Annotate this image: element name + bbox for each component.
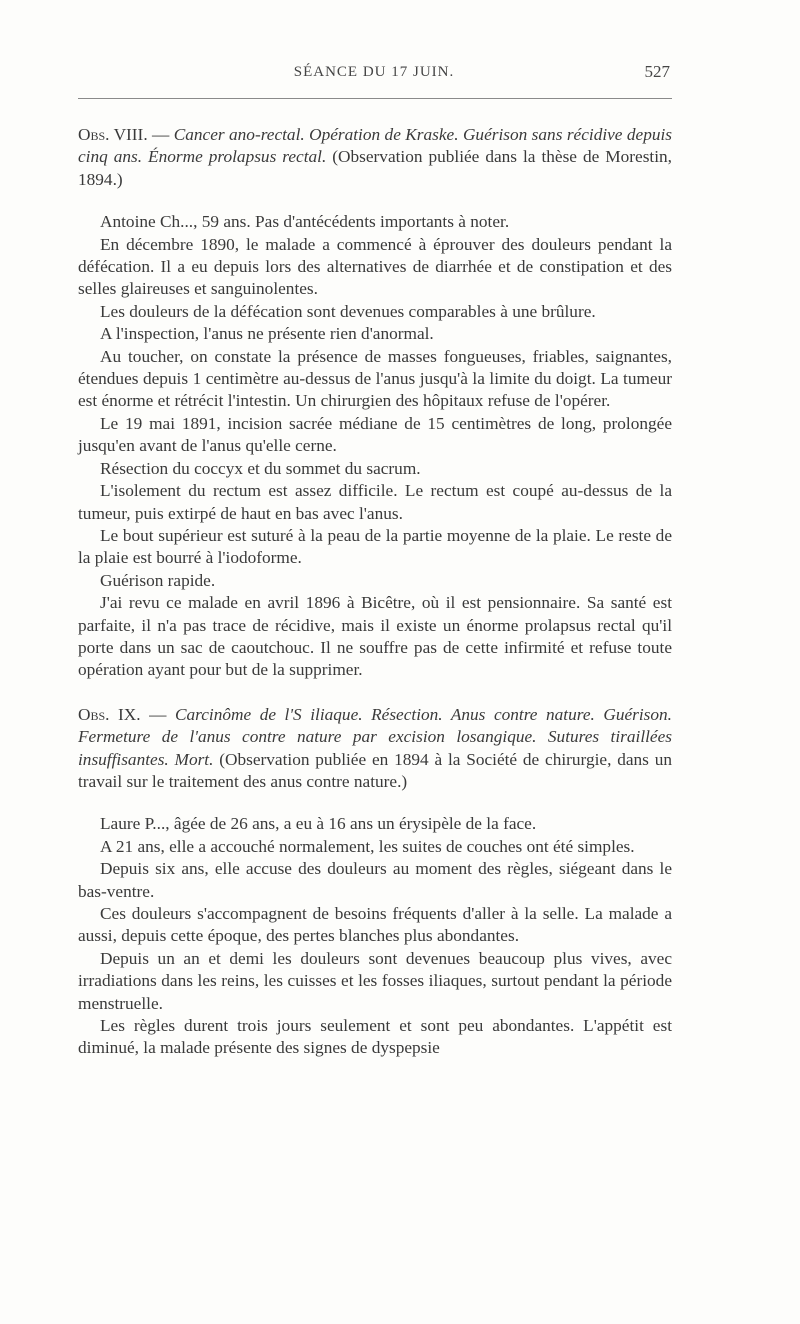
paragraph: Résection du coccyx et du sommet du sacrum.	[100, 458, 421, 478]
paragraph: En décembre 1890, le malade a commencé à éprouver des douleurs pendant la défécation. Il a eu depuis lors des alternatives de diarrhée et de constipation et des selles glaireuses et sanguinolentes.	[78, 234, 672, 299]
paragraph: Depuis un an et demi les douleurs sont devenues beaucoup plus vives, avec irradiations dans les reins, les cuisses et les fosses iliaques, surtout pendant la période menstruelle.	[78, 948, 672, 1013]
paragraph: Les règles durent trois jours seulement et sont peu abondantes. L'appétit est diminué, la malade présente des signes de dyspepsie	[78, 1016, 672, 1058]
running-title: SÉANCE DU 17 JUIN.	[293, 64, 455, 80]
observation-label: Obs. VIII.	[78, 125, 148, 144]
page-number: 527	[644, 62, 670, 81]
paragraph: L'isolement du rectum est assez difficile. Le rectum est coupé au-dessus de la tumeur, puis extirpé de haut en bas avec l'anus.	[78, 481, 672, 523]
paragraph: Ces douleurs s'accompagnent de besoins fréquents d'aller à la selle. La malade a aussi, depuis cette époque, des pertes blanches plus abondantes.	[78, 904, 672, 946]
paragraph: Le 19 mai 1891, incision sacrée médiane de 15 centimètres de long, prolongée jusqu'en avant de l'anus qu'elle cerne.	[78, 413, 672, 456]
observation-title: Carcinôme de l'S iliaque. Résection. Anus contre nature. Guérison. Fermeture de l'anus contre nature par excision losangique. Sutures tiraillées insuffisantes. Mort.	[78, 704, 673, 769]
paragraph: Au toucher, on constate la présence de masses fongueuses, friables, saignantes, étendues depuis 1 centimètre au-dessus de l'anus jusqu'à la limite du doigt. La tumeur est énorme et rétrécit l'intestin. Un chirurgien des hôpitaux refuse de l'opérer.	[78, 346, 672, 411]
observation-8-heading	[78, 124, 672, 191]
paragraph: A 21 ans, elle a accouché normalement, les suites de couches ont été simples.	[100, 836, 635, 856]
body-text	[78, 124, 672, 1060]
paragraph: Le bout supérieur est suturé à la peau de la partie moyenne de la plaie. Le reste de la plaie est bourré à l'iodoforme.	[78, 525, 672, 568]
paragraph: Les douleurs de la défécation sont devenues comparables à une brûlure.	[100, 301, 596, 321]
running-header	[78, 62, 670, 88]
paragraph: Depuis six ans, elle accuse des douleurs au moment des règles, siégeant dans le bas-ventre.	[78, 859, 672, 901]
observation-note: (Observation publiée dans la thèse de Morestin, 1894.)	[78, 147, 672, 189]
observation-dash: —	[147, 125, 174, 144]
observation-label: Obs. IX.	[78, 704, 141, 724]
observation-note: (Observation publiée en 1894 à la Société de chirurgie, dans un travail sur le traitement des anus contre nature.)	[78, 749, 672, 791]
observation-9-heading	[78, 704, 672, 794]
paragraph: Antoine Ch..., 59 ans. Pas d'antécédents importants à noter.	[100, 212, 510, 232]
paragraph: A l'inspection, l'anus ne présente rien d'anormal.	[100, 324, 434, 344]
observation-dash: —	[140, 704, 175, 724]
paragraph: Guérison rapide.	[100, 570, 216, 590]
observation-title: Cancer ano-rectal. Opération de Kraske. Guérison sans récidive depuis cinq ans. Énorme prolapsus rectal.	[78, 125, 672, 167]
paragraph: Laure P..., âgée de 26 ans, a eu à 16 ans un érysipèle de la face.	[100, 814, 537, 834]
header-rule	[78, 98, 672, 99]
paragraph: J'ai revu ce malade en avril 1896 à Bicêtre, où il est pensionnaire. Sa santé est parfaite, il n'a pas trace de récidive, mais il existe un énorme prolapsus rectal qu'il porte dans un sac de caoutchouc. Il ne souffre pas de cette infirmité et refuse toute opération ayant pour but de la supprimer.	[78, 593, 672, 680]
